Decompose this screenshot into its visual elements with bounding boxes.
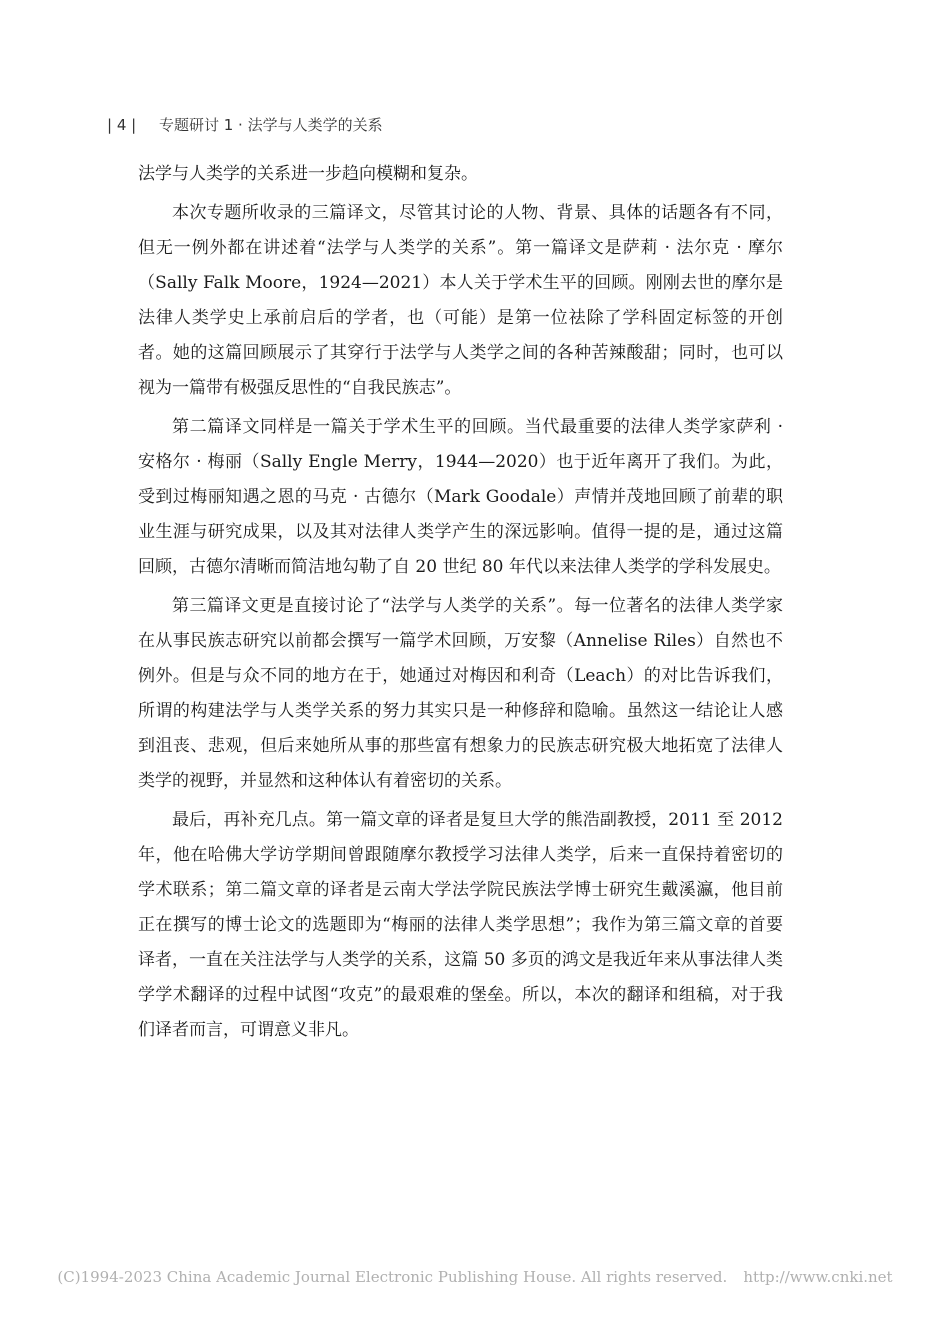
- footer-url[interactable]: http://www.cnki.net: [743, 1268, 893, 1286]
- copyright-footer: [0, 1268, 950, 1286]
- paragraph: 第二篇译文同样是一篇关于学术生平的回顾。当代最重要的法律人类学家萨利 · 安格尔 · 梅丽（Sally Engle Merry，1944—2020）也于近年离开了我们。为此，受到过梅丽知遇之恩的马克 · 古德尔（Mark Goodale）声情并茂地回顾了前辈的职业生涯与研究成果，以及其对法律人类学产生的深远影响。值得一提的是，通过这篇回顾，古德尔清晰而简洁地勾勒了自 20 世纪 80 年代以来法律人类学的学科发展史。: [138, 417, 783, 577]
- paragraph: 本次专题所收录的三篇译文，尽管其讨论的人物、背景、具体的话题各有不同，但无一例外都在讲述着“法学与人类学的关系”。第一篇译文是萨莉 · 法尔克 · 摩尔（Sally Falk Moore，1924—2021）本人关于学术生平的回顾。刚刚去世的摩尔是法律人类学史上承前启后的学者，也（可能）是第一位祛除了学科固定标签的开创者。她的这篇回顾展示了其穿行于法学与人类学之间的各种苦辣酸甜；同时，也可以视为一篇带有极强反思性的“自我民族志”。: [138, 203, 783, 398]
- paragraph: 最后，再补充几点。第一篇文章的译者是复旦大学的熊浩副教授，2011 至 2012 年，他在哈佛大学访学期间曾跟随摩尔教授学习法律人类学，后来一直保持着密切的学术联系；第二篇文章的译者是云南大学法学院民族法学博士研究生戴溪瀛，他目前正在撰写的博士论文的选题即为“梅丽的法律人类学思想”；我作为第三篇文章的首要译者，一直在关注法学与人类学的关系，这篇 50 多页的鸿文是我近年来从事法律人类学学术翻译的过程中试图“攻克”的最艰难的堡垒。所以，本次的翻译和组稿，对于我们译者而言，可谓意义非凡。: [138, 810, 783, 1040]
- copyright-text: (C)1994-2023 China Academic Journal Electronic Publishing House. All rights reserved.: [57, 1268, 728, 1286]
- running-header: [107, 114, 383, 135]
- paragraph-continuation: 法学与人类学的关系进一步趋向模糊和复杂。: [138, 164, 478, 184]
- article-body: [138, 157, 783, 1052]
- running-title: 专题研讨 1 · 法学与人类学的关系: [158, 116, 383, 134]
- paragraph: 第三篇译文更是直接讨论了“法学与人类学的关系”。每一位著名的法律人类学家在从事民族志研究以前都会撰写一篇学术回顾，万安黎（Annelise Riles）自然也不例外。但是与众不同的地方在于，她通过对梅因和利奇（Leach）的对比告诉我们，所谓的构建法学与人类学关系的努力其实只是一种修辞和隐喻。虽然这一结论让人感到沮丧、悲观，但后来她所从事的那些富有想象力的民族志研究极大地拓宽了法律人类学的视野，并显然和这种体认有着密切的关系。: [138, 596, 783, 791]
- page-number: | 4 |: [107, 116, 137, 134]
